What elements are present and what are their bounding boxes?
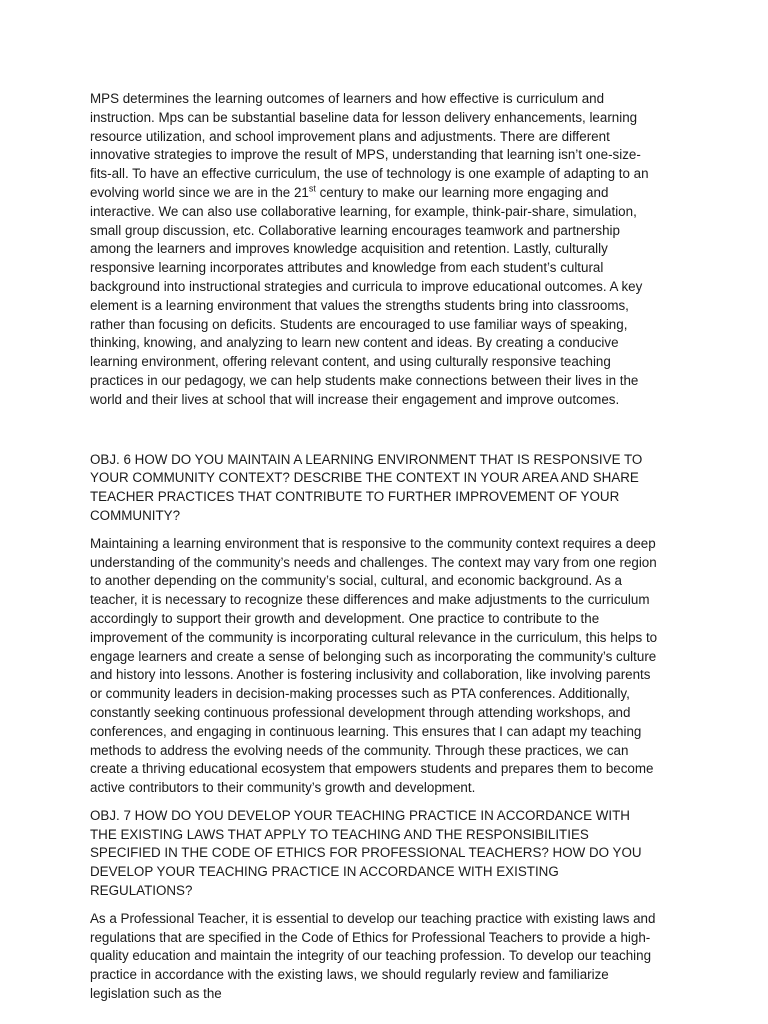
obj7-heading: OBJ. 7 HOW DO YOU DEVELOP YOUR TEACHING PRACTICE IN ACCORDANCE WITH THE EXISTING LAWS THAT APPLY TO TEACHING AND THE RESPONSIBILITIES SPECIFIED IN THE CODE OF ETHICS FOR PROFESSIONAL TEACHERS? HOW DO YOU DEVELOP YOUR TEACHING PRACTICE IN ACCORDANCE WITH EXISTING REGULATIONS? [90,807,642,899]
mps-paragraph [90,90,658,410]
obj6-heading: OBJ. 6 HOW DO YOU MAINTAIN A LEARNING ENVIRONMENT THAT IS RESPONSIVE TO YOUR COMMUNITY CONTEXT? DESCRIBE THE CONTEXT IN YOUR AREA AND SHARE TEACHER PRACTICES THAT CONTRIBUTE TO FURTHER IMPROVEMENT OF YOUR COMMUNITY? [90,451,643,523]
obj6-answer: Maintaining a learning environment that is responsive to the community context requires a deep understanding of the community’s needs and challenges. The context may vary from one region to another depending on the community’s social, cultural, and economic background. As a teacher, it is necessary to recognize these differences and make adjustments to the curriculum accordingly to support their growth and development. One practice to contribute to the improvement of the community is incorporating cultural relevance in the curriculum, this helps to engage learners and create a sense of belonging such as incorporating the community’s culture and history into lessons. Another is fostering inclusivity and collaboration, like involving parents or community leaders in decision-making processes such as PTA conferences. Additionally, constantly seeking continuous professional development through attending workshops, and conferences, and engaging in continuous learning. This ensures that I can adapt my teaching methods to address the evolving needs of the community. Through these practices, we can create a thriving educational ecosystem that empowers students and prepares them to become active contributors to their community’s growth and development. [90,535,658,796]
mps-paragraph-text-b: century to make our learning more engaging and interactive. We can also use collaborative learning, for example, think-pair-share, simulation, small group discussion, etc. Collaborative learning encourages teamwork and partnership among the learners and improves knowledge acquisition and retention. Lastly, culturally responsive learning incorporates attributes and knowledge from each student’s cultural background into instructional strategies and curricula to improve educational outcomes. A key element is a learning environment that values the strengths students bring into classrooms, rather than focusing on deficits. Students are encouraged to use familiar ways of speaking, thinking, knowing, and analyzing to learn new content and ideas. By creating a conducive learning environment, offering relevant content, and using culturally responsive teaching practices in our pedagogy, we can help students make connections between their lives in the world and their lives at school that will increase their engagement and improve outcomes. [90,184,643,407]
spacer [90,901,658,910]
mps-paragraph-text-a: MPS determines the learning outcomes of learners and how effective is curriculum and instruction. Mps can be substantial baseline data for lesson delivery enhancements, learning resource utilization, and school improvement plans and adjustments. There are different innovative strategies to improve the result of MPS, understanding that learning isn’t one-size-fits-all. To have an effective curriculum, the use of technology is one example of adapting to an evolving world since we are in the 21 [90,91,649,200]
spacer [90,526,658,535]
spacer [90,410,658,451]
superscript-st: st [308,183,316,194]
obj7-answer: As a Professional Teacher, it is essential to develop our teaching practice with existing laws and regulations that are specified in the Code of Ethics for Professional Teachers to provide a high-quality education and maintain the integrity of our teaching profession. To develop our teaching practice in accordance with the existing laws, we should regularly review and familiarize legislation such as the [90,910,656,1002]
spacer [90,798,658,807]
